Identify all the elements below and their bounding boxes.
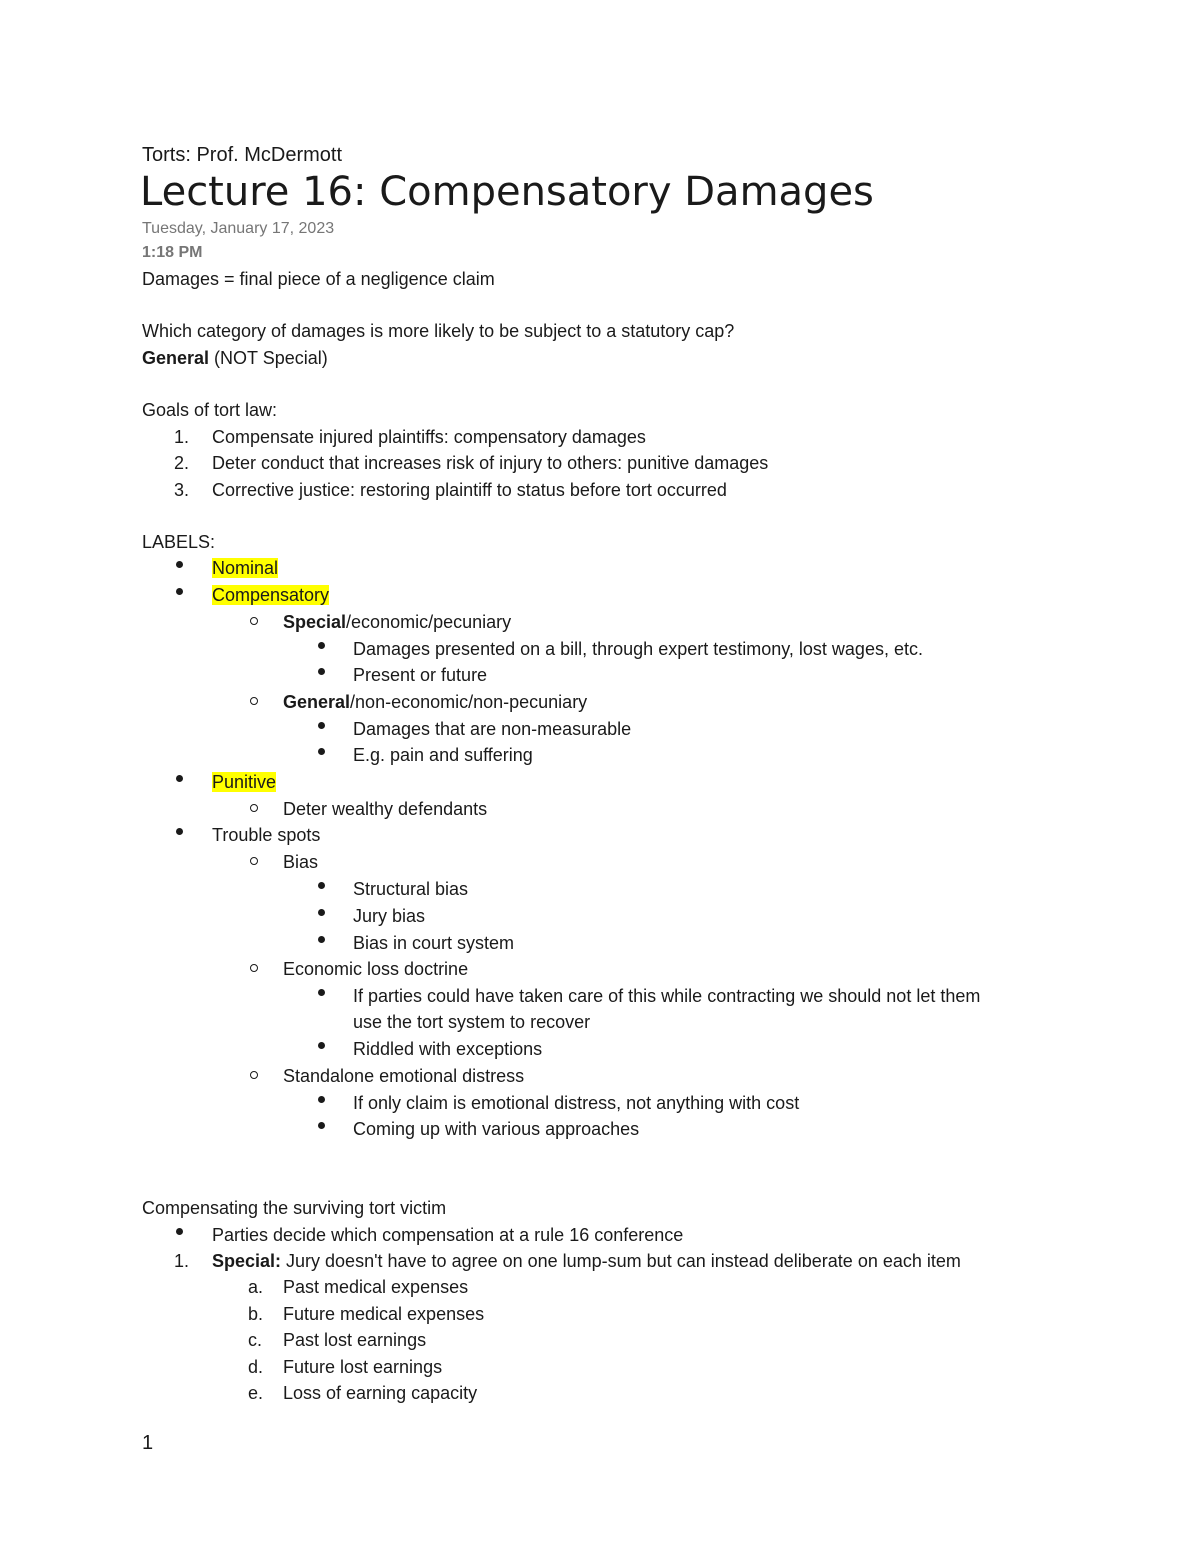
answer-bold: General <box>142 348 210 368</box>
list-item: Structural bias <box>353 879 469 899</box>
bullet-icon <box>318 668 325 675</box>
label-emo: Standalone emotional distress <box>283 1066 525 1086</box>
surviving-special-bold: Special: <box>212 1251 282 1271</box>
general-rest: /non-economic/non-pecuniary <box>350 692 588 712</box>
list-letter: d. <box>248 1357 264 1377</box>
page-number: 1 <box>142 1432 154 1454</box>
label-bias: Bias <box>283 852 319 872</box>
bullet-icon <box>176 775 183 782</box>
page-time: 1:18 PM <box>142 244 203 261</box>
bullet-icon <box>318 722 325 729</box>
general-bold: General <box>283 692 351 712</box>
intro-text: Damages = final piece of a negligence claim <box>142 269 495 289</box>
label-general <box>283 691 587 713</box>
list-item: Future medical expenses <box>283 1304 485 1324</box>
list-number: 3. <box>174 480 190 500</box>
list-item: E.g. pain and suffering <box>353 745 533 765</box>
list-item: If parties could have taken care of this while contracting we should not let them <box>353 986 981 1006</box>
list-item: Past medical expenses <box>283 1277 469 1297</box>
list-letter: b. <box>248 1304 264 1324</box>
bullet-icon <box>318 1122 325 1129</box>
label-punitive <box>212 771 276 793</box>
list-item: If only claim is emotional distress, not anything with cost <box>353 1093 800 1113</box>
list-item: Bias in court system <box>353 933 515 953</box>
surviving-special <box>212 1250 961 1272</box>
list-item: Future lost earnings <box>283 1357 443 1377</box>
list-item: Deter wealthy defendants <box>283 799 488 819</box>
highlight-nominal: Nominal <box>212 558 279 578</box>
label-special <box>283 611 511 633</box>
goal-item: Corrective justice: restoring plaintiff to status before tort occurred <box>212 480 727 500</box>
surviving-special-rest: Jury doesn't have to agree on one lump-sum but can instead deliberate on each item <box>281 1251 961 1271</box>
list-item: Riddled with exceptions <box>353 1039 543 1059</box>
bullet-icon <box>318 882 325 889</box>
bullet-icon <box>318 748 325 755</box>
circle-bullet-icon <box>250 1071 258 1079</box>
list-item-continued: use the tort system to recover <box>353 1012 591 1032</box>
page-title: Lecture 16: Compensatory Damages <box>140 169 874 215</box>
list-item: Damages that are non-measurable <box>353 719 632 739</box>
circle-bullet-icon <box>250 804 258 812</box>
list-item: Coming up with various approaches <box>353 1119 640 1139</box>
question-text: Which category of damages is more likely to be subject to a statutory cap? <box>142 321 735 341</box>
circle-bullet-icon <box>250 964 258 972</box>
list-item: Past lost earnings <box>283 1330 427 1350</box>
label-nominal <box>212 557 278 579</box>
label-econ: Economic loss doctrine <box>283 959 469 979</box>
list-letter: a. <box>248 1277 264 1297</box>
list-number: 1. <box>174 1251 190 1271</box>
surviving-heading: Compensating the surviving tort victim <box>142 1198 447 1218</box>
list-item: Loss of earning capacity <box>283 1383 478 1403</box>
list-number: 1. <box>174 427 190 447</box>
goal-item: Deter conduct that increases risk of injury to others: punitive damages <box>212 453 769 473</box>
bullet-icon <box>318 1042 325 1049</box>
special-rest: /economic/pecuniary <box>346 612 512 632</box>
circle-bullet-icon <box>250 697 258 705</box>
highlight-compensatory: Compensatory <box>212 585 330 605</box>
special-bold: Special <box>283 612 347 632</box>
bullet-icon <box>318 909 325 916</box>
list-item: Parties decide which compensation at a rule 16 conference <box>212 1225 684 1245</box>
list-item: Present or future <box>353 665 488 685</box>
list-letter: c. <box>248 1330 263 1350</box>
answer-rest: (NOT Special) <box>209 348 328 368</box>
label-compensatory <box>212 584 329 606</box>
goals-heading: Goals of tort law: <box>142 400 278 420</box>
label-trouble: Trouble spots <box>212 825 321 845</box>
question-answer <box>142 347 328 369</box>
bullet-icon <box>176 588 183 595</box>
bullet-icon <box>176 1228 183 1235</box>
list-item: Jury bias <box>353 906 426 926</box>
bullet-icon <box>176 561 183 568</box>
circle-bullet-icon <box>250 617 258 625</box>
bullet-icon <box>318 642 325 649</box>
list-number: 2. <box>174 453 190 473</box>
bullet-icon <box>176 828 183 835</box>
highlight-punitive: Punitive <box>212 772 277 792</box>
bullet-icon <box>318 1096 325 1103</box>
bullet-icon <box>318 936 325 943</box>
list-item: Damages presented on a bill, through expert testimony, lost wages, etc. <box>353 639 923 659</box>
page-date: Tuesday, January 17, 2023 <box>142 220 335 237</box>
labels-heading: LABELS: <box>142 532 216 552</box>
course-header: Torts: Prof. McDermott <box>142 144 343 166</box>
bullet-icon <box>318 989 325 996</box>
goal-item: Compensate injured plaintiffs: compensatory damages <box>212 427 646 447</box>
circle-bullet-icon <box>250 857 258 865</box>
list-letter: e. <box>248 1383 264 1403</box>
